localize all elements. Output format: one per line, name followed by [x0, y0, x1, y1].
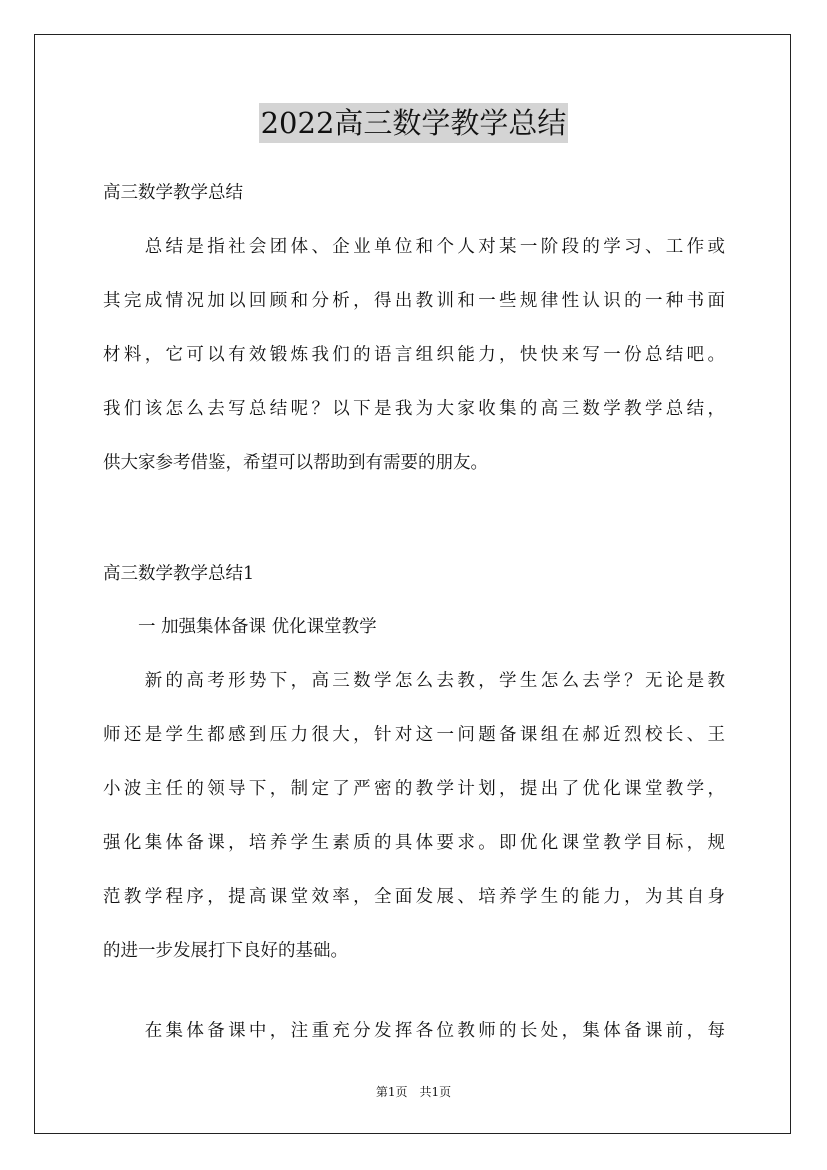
intro-line: 总结是指社会团体、企业单位和个人对某一阶段的学习、工作或 [103, 237, 725, 257]
section-subheading: 一 加强集体备课 优化课堂教学 [103, 617, 377, 637]
body-line: 师还是学生都感到压力很大，针对这一问题备课组在郝近烈校长、王 [103, 725, 725, 745]
body-line: 新的高考形势下，高三数学怎么去教，学生怎么去学？无论是教 [103, 671, 725, 691]
page-footer: 第1页 共1页 [375, 1085, 452, 1099]
title-container [0, 103, 827, 143]
intro-line: 材料，它可以有效锻炼我们的语言组织能力，快快来写一份总结吧。 [103, 345, 725, 365]
body-line: 强化集体备课，培养学生素质的具体要求。即优化课堂教学目标，规 [103, 833, 725, 853]
body-line: 的进一步发展打下良好的基础。 [103, 941, 348, 961]
body-line: 范教学程序，提高课堂效率，全面发展、培养学生的能力，为其自身 [103, 887, 725, 907]
document-title: 2022高三数学教学总结 [259, 103, 569, 143]
intro-line: 我们该怎么去写总结呢？以下是我为大家收集的高三数学教学总结， [103, 399, 725, 419]
intro-line: 其完成情况加以回顾和分析，得出教训和一些规律性认识的一种书面 [103, 291, 725, 311]
document-subtitle: 高三数学教学总结 [103, 183, 243, 203]
section-heading: 高三数学教学总结1 [103, 564, 255, 584]
body-line: 小波主任的领导下，制定了严密的教学计划，提出了优化课堂教学， [103, 779, 725, 799]
body-line: 在集体备课中，注重充分发挥各位教师的长处，集体备课前，每 [103, 1021, 725, 1041]
intro-line: 供大家参考借鉴，希望可以帮助到有需要的朋友。 [103, 453, 488, 473]
